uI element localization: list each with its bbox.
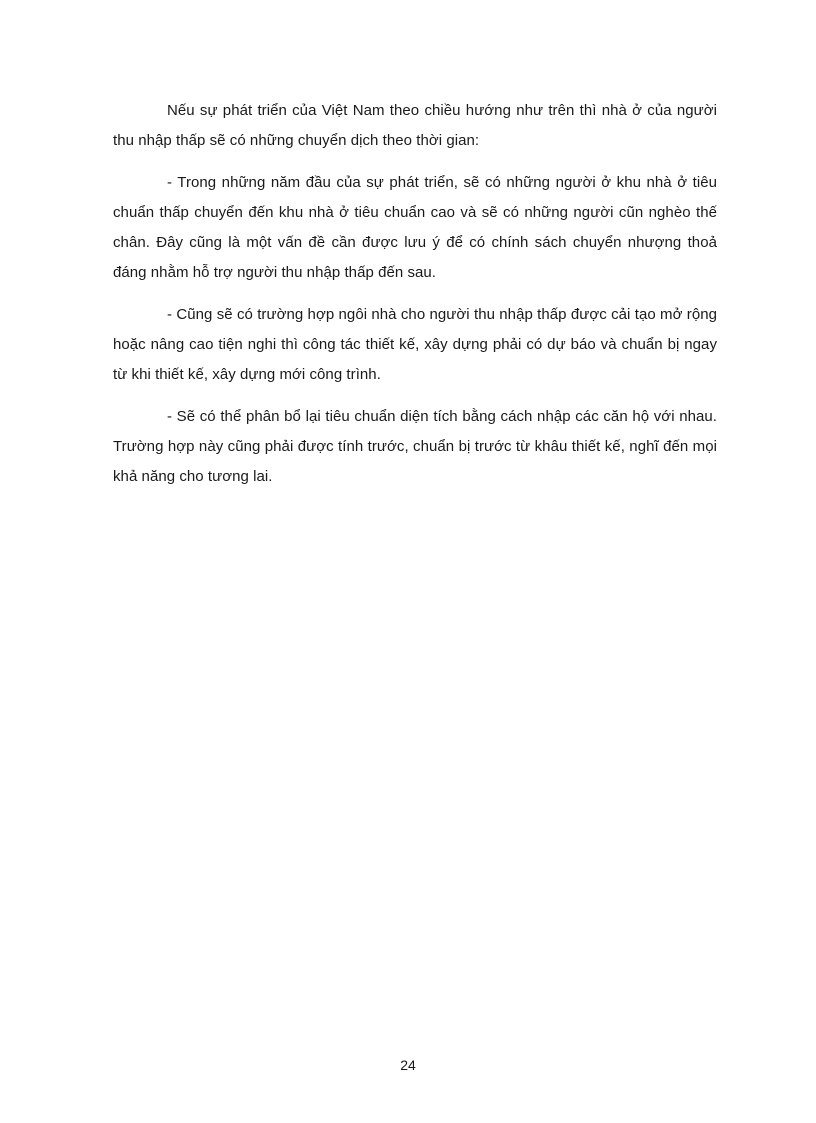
paragraph-intro: Nếu sự phát triển của Việt Nam theo chiều hướng như trên thì nhà ở của người thu nhập thấp sẽ có những chuyển dịch theo thời gian: <box>113 102 717 149</box>
paragraph-area-redistribution: - Sẽ có thể phân bổ lại tiêu chuẩn diện tích bằng cách nhập các căn hộ với nhau. Trường hợp này cũng phải được tính trước, chuẩn bị trước từ khâu thiết kế, nghĩ đến mọi khả năng cho tương lai. <box>113 408 717 485</box>
body-text <box>113 96 717 504</box>
paragraph-renovation: - Cũng sẽ có trường hợp ngôi nhà cho người thu nhập thấp được cải tạo mở rộng hoặc nâng cao tiện nghi thì công tác thiết kế, xây dựng phải có dự báo và chuẩn bị ngay từ khi thiết kế, xây dựng mới công trình. <box>113 306 717 383</box>
paragraph-early-years: - Trong những năm đầu của sự phát triển, sẽ có những người ở khu nhà ở tiêu chuẩn thấp chuyển đến khu nhà ở tiêu chuẩn cao và sẽ có những người cũn nghèo thế chân. Đây cũng là một vấn đề cần được lưu ý để có chính sách chuyển nhượng thoả đáng nhằm hỗ trợ người thu nhập thấp đến sau. <box>113 174 717 281</box>
page-number: 24 <box>400 1057 416 1073</box>
